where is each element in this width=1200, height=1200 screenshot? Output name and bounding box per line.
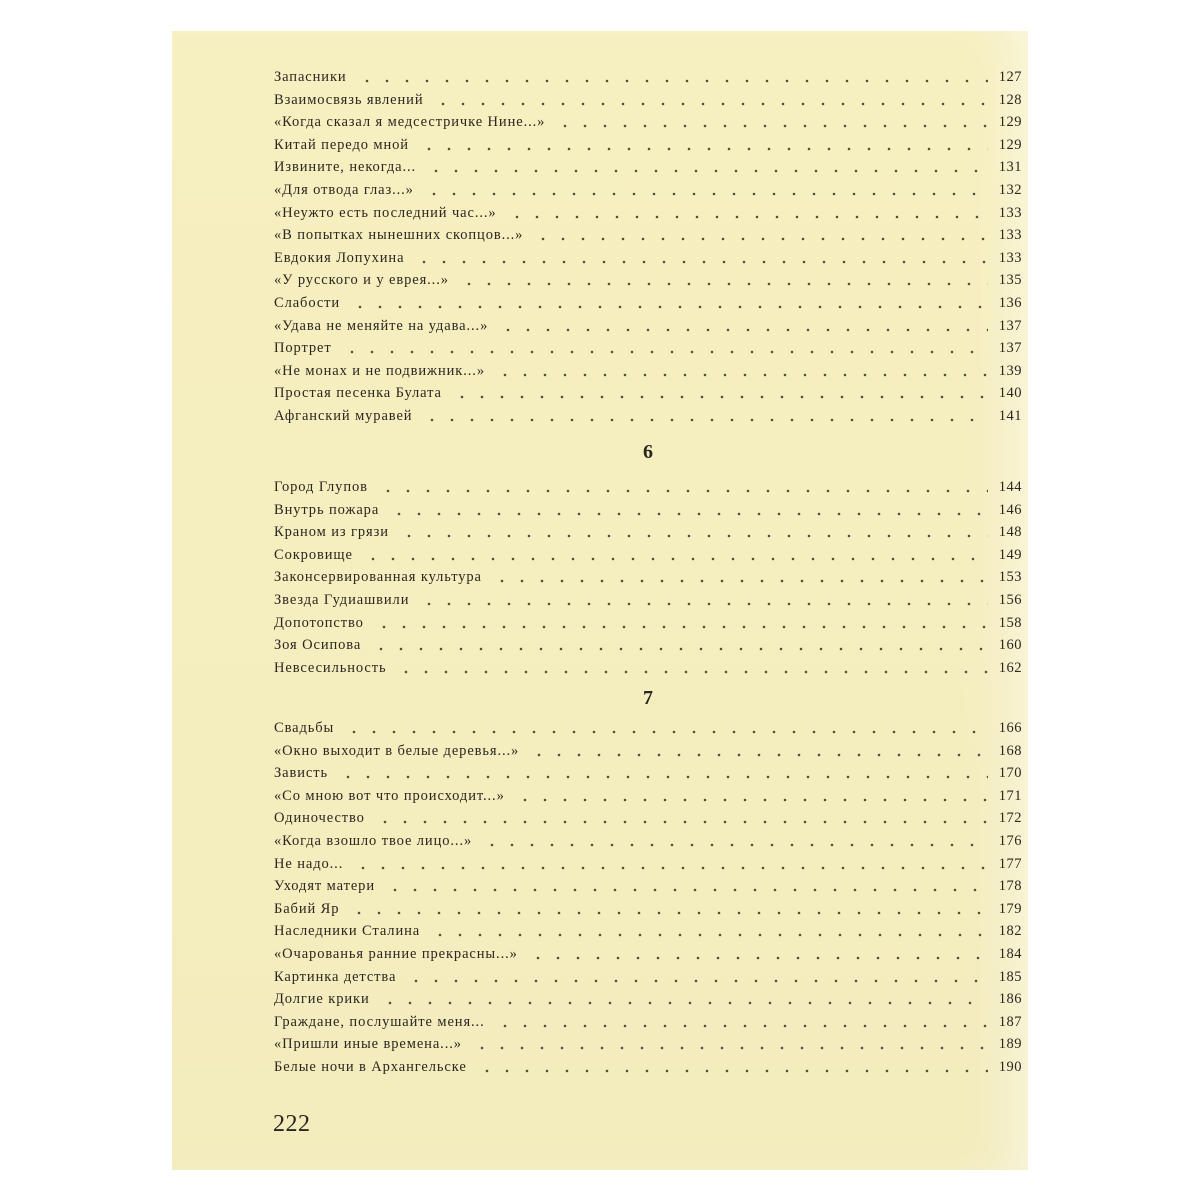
toc-entry-title: Извините, некогда... [274, 159, 417, 176]
dot-leader [392, 659, 988, 677]
toc-entry-page: 140 [998, 385, 1022, 402]
dot-leader [422, 158, 988, 176]
toc-entry-page: 170 [998, 765, 1022, 782]
toc-entry-page: 162 [998, 659, 1022, 676]
toc-entry [274, 986, 1022, 1008]
dot-leader [448, 384, 988, 402]
toc-entry-page: 171 [998, 787, 1022, 804]
dot-leader [418, 407, 988, 425]
toc-entry-title: Портрет [274, 340, 332, 357]
toc-entry-title: Картинка детства [274, 968, 397, 985]
toc-entry-title: «У русского и у еврея...» [274, 272, 449, 289]
toc-entry-title: «Удава не меняйте на удава...» [274, 317, 489, 334]
toc-entry [274, 519, 1022, 541]
toc-entry [274, 358, 1022, 380]
dot-leader [468, 1035, 988, 1053]
toc-entry [274, 760, 1022, 782]
toc-entry-title: «Со мною вот что происходит...» [274, 787, 505, 804]
toc-entry [274, 918, 1022, 940]
toc-entry-title: Афганский муравей [274, 408, 413, 424]
toc-entry-page: 186 [998, 991, 1022, 1008]
toc-entry [274, 610, 1022, 632]
toc-entry-page: 182 [998, 923, 1022, 940]
toc-entry-page: 168 [998, 742, 1022, 759]
toc-entry-page: 179 [998, 900, 1022, 917]
section-heading: 7 [643, 687, 653, 709]
toc-entry [274, 200, 1022, 222]
toc-entry-page: 141 [998, 408, 1022, 424]
toc-entry [274, 542, 1022, 564]
dot-leader [338, 339, 988, 357]
dot-leader [334, 764, 988, 782]
dot-leader [374, 478, 988, 496]
toc-entry [274, 403, 1022, 425]
toc-entry-title: «Для отвода глаз...» [274, 182, 414, 198]
toc-entry-page: 172 [998, 810, 1022, 827]
dot-leader [376, 990, 988, 1008]
toc-entry-page: 184 [998, 946, 1022, 962]
toc-entry [274, 267, 1022, 289]
toc-entry-title: Законсервированная культура [274, 569, 482, 586]
dot-leader [524, 945, 988, 963]
toc-entry-title: Зависть [274, 765, 328, 782]
dot-leader [491, 362, 988, 380]
toc-entry-title: Зоя Осипова [274, 637, 362, 654]
toc-entry-title: «Неужто есть последний час...» [274, 204, 497, 221]
toc-entry [274, 474, 1022, 496]
dot-leader [491, 1013, 988, 1031]
toc-entry [274, 851, 1022, 873]
dot-leader [494, 317, 988, 335]
toc-entry-title: Звезда Гудиашвили [274, 592, 410, 608]
toc-entry-title: Город Глупов [274, 479, 368, 495]
toc-entry-title: Евдокия Лопухина [274, 249, 405, 266]
toc-entry-title: Бабий Яр [274, 900, 340, 917]
toc-entry-page: 144 [998, 479, 1022, 495]
toc-entry-page: 190 [998, 1059, 1022, 1075]
dot-leader [381, 877, 988, 895]
dot-leader [371, 809, 988, 827]
toc-entry-title: Уходят матери [274, 878, 375, 895]
toc-entry-page: 133 [998, 249, 1022, 266]
dot-leader [385, 501, 988, 519]
dot-leader [529, 226, 988, 244]
toc-entry-page: 129 [998, 114, 1022, 131]
toc-entry [274, 1031, 1022, 1053]
toc-entry-page: 178 [998, 878, 1022, 895]
toc-entry [274, 738, 1022, 760]
toc-entry [274, 154, 1022, 176]
dot-leader [359, 546, 988, 564]
toc-entry [274, 964, 1022, 986]
toc-entry-page: 132 [998, 182, 1022, 198]
toc-entry [274, 715, 1022, 737]
toc-entry [274, 587, 1022, 609]
toc-entry-page: 153 [998, 569, 1022, 586]
toc-entry-page: 129 [998, 136, 1022, 153]
toc-entry [274, 64, 1022, 86]
dot-leader [551, 113, 988, 131]
dot-leader [345, 900, 988, 918]
dot-leader [511, 787, 988, 805]
dot-leader [473, 1058, 988, 1076]
dot-leader [455, 271, 988, 289]
toc-entry [274, 873, 1022, 895]
toc-entry [274, 313, 1022, 335]
dot-leader [429, 91, 988, 109]
dot-leader [410, 249, 988, 267]
toc-entry [274, 132, 1022, 154]
toc-entry [274, 1009, 1022, 1031]
dot-leader [415, 136, 988, 154]
dot-leader [340, 719, 988, 737]
toc-entry-page: 137 [998, 340, 1022, 357]
dot-leader [525, 742, 988, 760]
toc-entry [274, 290, 1022, 312]
dot-leader [426, 922, 988, 940]
toc-entry-page: 156 [998, 592, 1022, 608]
dot-leader [346, 294, 988, 312]
dot-leader [367, 636, 988, 654]
toc-entry [274, 783, 1022, 805]
toc-entry-title: Не надо... [274, 855, 344, 872]
toc-entry-title: «Когда сказал я медсестричке Нине...» [274, 114, 546, 131]
toc-entry [274, 655, 1022, 677]
toc-entry-page: 177 [998, 855, 1022, 872]
toc-entry-title: Долгие крики [274, 991, 370, 1008]
toc-entry [274, 805, 1022, 827]
toc-entry-title: «Пришли иные времена...» [274, 1036, 462, 1053]
toc-entry-page: 133 [998, 227, 1022, 244]
toc-entry [274, 896, 1022, 918]
toc-entry-page: 176 [998, 833, 1022, 849]
toc-entry [274, 222, 1022, 244]
toc-entry-title: Слабости [274, 295, 341, 311]
toc-entry-title: «Очарованья ранние прекрасны...» [274, 946, 518, 962]
dot-leader [349, 855, 988, 873]
toc-entry-title: Взаимосвязь явлений [274, 91, 424, 108]
section-heading: 6 [643, 441, 653, 463]
toc-entry-title: Допотопство [274, 614, 364, 631]
toc-entry-title: Свадьбы [274, 720, 335, 736]
toc-entry [274, 245, 1022, 267]
dot-leader [420, 181, 988, 199]
toc-entry-title: Краном из грязи [274, 524, 389, 541]
toc-entry-title: Одиночество [274, 810, 365, 827]
toc-entry [274, 497, 1022, 519]
toc-entry-title: Китай передо мной [274, 136, 409, 153]
toc-entry-page: 139 [998, 362, 1022, 379]
toc-entry-page: 128 [998, 91, 1022, 108]
toc-entry-title: Невсесильность [274, 659, 387, 676]
toc-entry [274, 177, 1022, 199]
toc-entry-page: 160 [998, 637, 1022, 654]
toc-entry-title: «Когда взошло твое лицо...» [274, 833, 473, 849]
toc-entry-page: 185 [998, 968, 1022, 985]
toc-entry-page: 158 [998, 614, 1022, 631]
toc-entry [274, 1054, 1022, 1076]
toc-entry-page: 146 [998, 501, 1022, 518]
toc-entry-page: 166 [998, 720, 1022, 736]
toc-entry-title: «В попытках нынешних скопцов...» [274, 227, 524, 244]
dot-leader [353, 68, 988, 86]
toc-entry-title: «Окно выходит в белые деревья...» [274, 742, 520, 759]
toc-entry [274, 632, 1022, 654]
toc-entry-page: 136 [998, 295, 1022, 311]
page-number: 222 [273, 1111, 311, 1137]
toc-entry-title: Сокровище [274, 546, 353, 563]
toc-entry-page: 148 [998, 524, 1022, 541]
toc-entry-page: 135 [998, 272, 1022, 289]
toc-entry-title: Белые ночи в Архангельске [274, 1059, 467, 1075]
toc-entry-page: 127 [998, 69, 1022, 85]
dot-leader [415, 591, 988, 609]
book-page [172, 31, 1028, 1170]
toc-entry [274, 941, 1022, 963]
toc-entry-page: 149 [998, 546, 1022, 563]
toc-entry-page: 187 [998, 1013, 1022, 1030]
toc-entry-title: Запасники [274, 69, 347, 85]
toc-entry-page: 131 [998, 159, 1022, 176]
dot-leader [402, 968, 988, 986]
dot-leader [395, 523, 988, 541]
toc-entry [274, 828, 1022, 850]
toc-entry-page: 133 [998, 204, 1022, 221]
toc-entry-title: Внутрь пожара [274, 501, 380, 518]
toc-entry-title: Простая песенка Булата [274, 385, 442, 402]
dot-leader [503, 204, 988, 222]
toc-entry-page: 189 [998, 1036, 1022, 1053]
toc-entry-title: Наследники Сталина [274, 923, 421, 940]
toc-entry-page: 137 [998, 317, 1022, 334]
toc-entry [274, 87, 1022, 109]
toc-entry [274, 564, 1022, 586]
dot-leader [370, 614, 988, 632]
toc-entry [274, 109, 1022, 131]
toc-entry-title: «Не монах и не подвижник...» [274, 362, 485, 379]
toc-entry-title: Граждане, послушайте меня... [274, 1013, 485, 1030]
toc-entry [274, 335, 1022, 357]
dot-leader [488, 568, 988, 586]
toc-entry [274, 380, 1022, 402]
dot-leader [478, 832, 988, 850]
